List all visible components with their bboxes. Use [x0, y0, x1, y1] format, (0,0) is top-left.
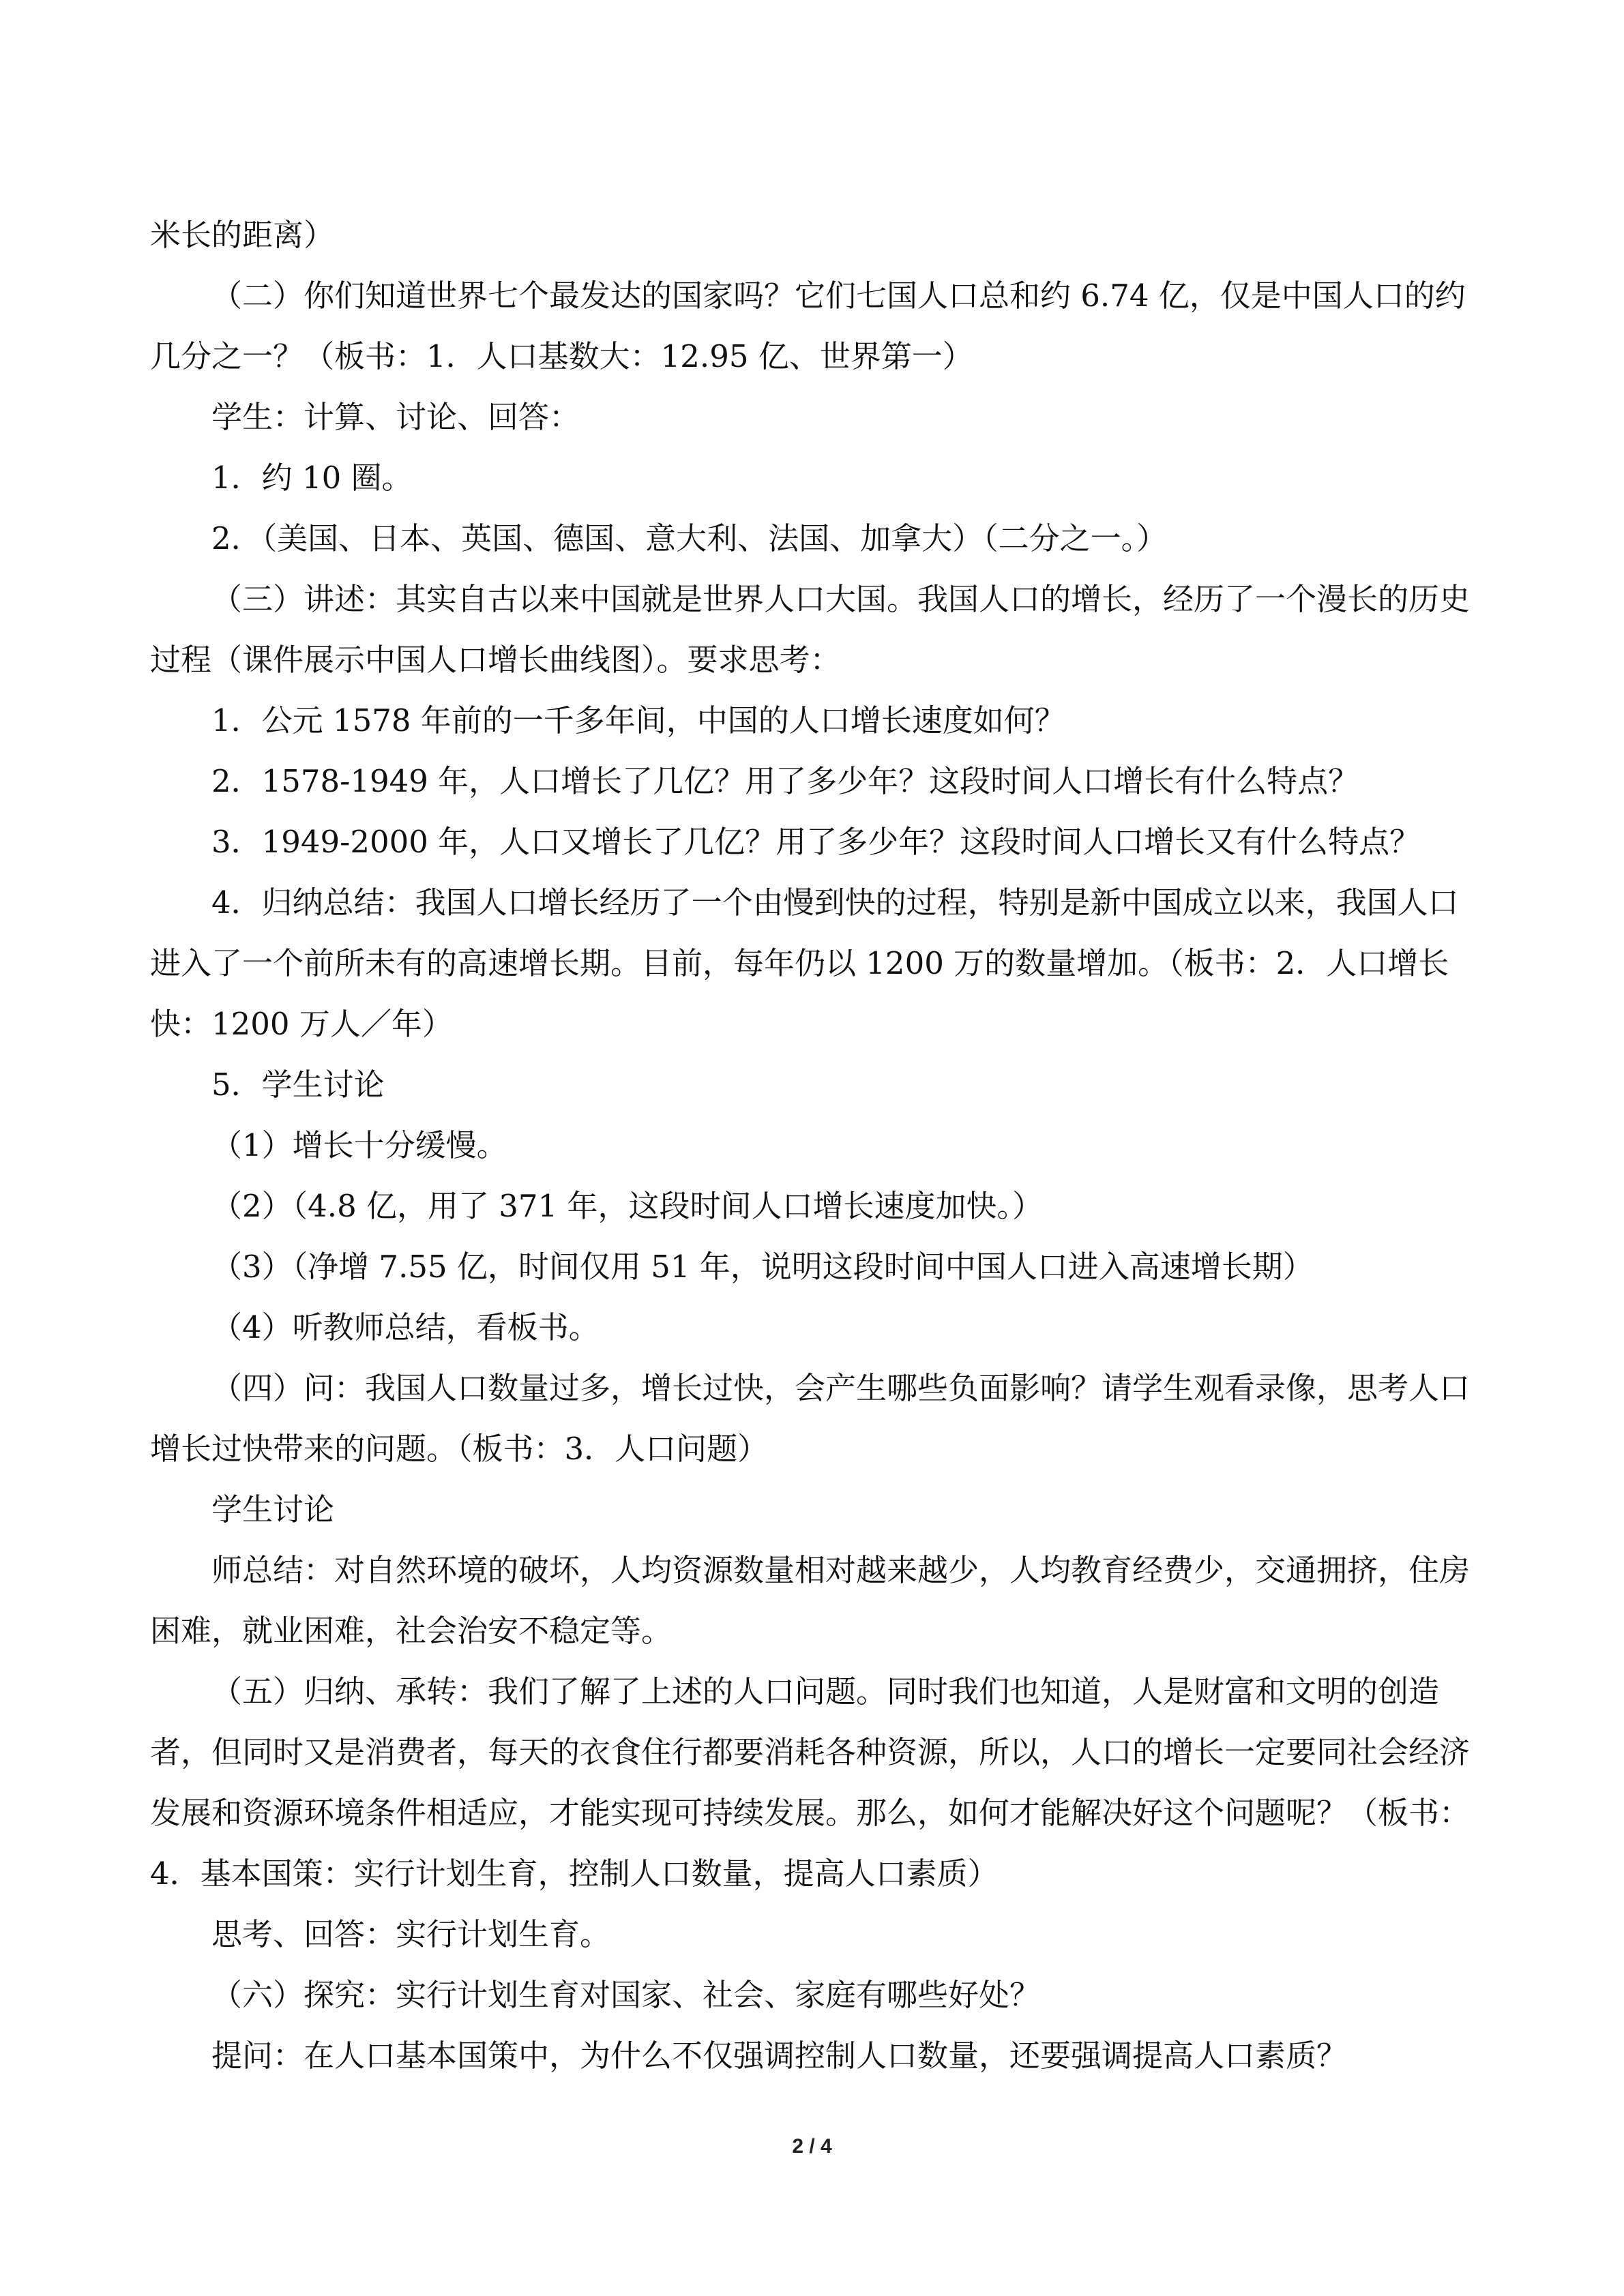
- paragraph: 3．1949-2000 年，人口又增长了几亿？用了多少年？这段时间人口增长又有什么特点？: [211, 824, 1421, 860]
- paragraph: 1．约 10 圈。: [211, 460, 413, 496]
- paragraph: 学生讨论: [211, 1491, 335, 1527]
- paragraph: 提问：在人口基本国策中，为什么不仅强调控制人口数量，还要强调提高人口素质？: [211, 2038, 1348, 2074]
- paragraph: （三）讲述：其实自古以来中国就是世界人口大国。我国人口的增长，经历了一个漫长的历史过程（课件展示中国人口增长曲线图）。要求思考：: [150, 581, 1471, 678]
- page-number: 2 / 4: [792, 2135, 832, 2158]
- paragraph: 1．公元 1578 年前的一千多年间，中国的人口增长速度如何？: [211, 702, 1065, 739]
- paragraph: 学生：计算、讨论、回答：: [211, 399, 580, 435]
- paragraph: （3）（净增 7.55 亿，时间仅用 51 年，说明这段时间中国人口进入高速增长期）: [211, 1249, 1314, 1285]
- paragraph: （四）问：我国人口数量过多，增长过快，会产生哪些负面影响？请学生观看录像，思考人口增长过快带来的问题。（板书：3．人口问题）: [150, 1370, 1471, 1467]
- paragraph: 师总结：对自然环境的破坏，人均资源数量相对越来越少，人均教育经费少，交通拥挤，住房困难，就业困难，社会治安不稳定等。: [150, 1552, 1471, 1649]
- paragraph: 米长的距离）: [150, 217, 335, 253]
- paragraph: （1）增长十分缓慢。: [211, 1127, 507, 1163]
- paragraph: 4．归纳总结：我国人口增长经历了一个由慢到快的过程，特别是新中国成立以来，我国人口进入了一个前所未有的高速增长期。目前，每年仍以 1200 万的数量增加。（板书：2．人口增长快：1200 万人／年）: [150, 884, 1459, 1042]
- paragraph: 思考、回答：实行计划生育。: [211, 1916, 611, 1952]
- paragraph: （五）归纳、承转：我们了解了上述的人口问题。同时我们也知道，人是财富和文明的创造者，但同时又是消费者，每天的衣食住行都要消耗各种资源，所以，人口的增长一定要同社会经济发展和资源环境条件相适应，才能实现可持续发展。那么，如何才能解决好这个问题呢？（板书：4．基本国策：实行计划生育，控制人口数量，提高人口素质）: [150, 1673, 1471, 1892]
- paragraph: （2）（4.8 亿，用了 371 年，这段时间人口增长速度加快。）: [211, 1188, 1044, 1224]
- paragraph: （4）听教师总结，看板书。: [211, 1309, 600, 1345]
- document-body: [150, 205, 1477, 2086]
- paragraph: （六）探究：实行计划生育对国家、社会、家庭有哪些好处？: [211, 1977, 1041, 2013]
- paragraph: （二）你们知道世界七个最发达的国家吗？它们七国人口总和约 6.74 亿，仅是中国人口的约几分之一？（板书：1．人口基数大：12.95 亿、世界第一）: [150, 278, 1466, 374]
- paragraph: 2．（美国、日本、英国、德国、意大利、法国、加拿大）（二分之一。）: [211, 520, 1168, 556]
- paragraph: 5．学生讨论: [211, 1067, 385, 1103]
- paragraph: 2．1578-1949 年，人口增长了几亿？用了多少年？这段时间人口增长有什么特点？: [211, 763, 1359, 799]
